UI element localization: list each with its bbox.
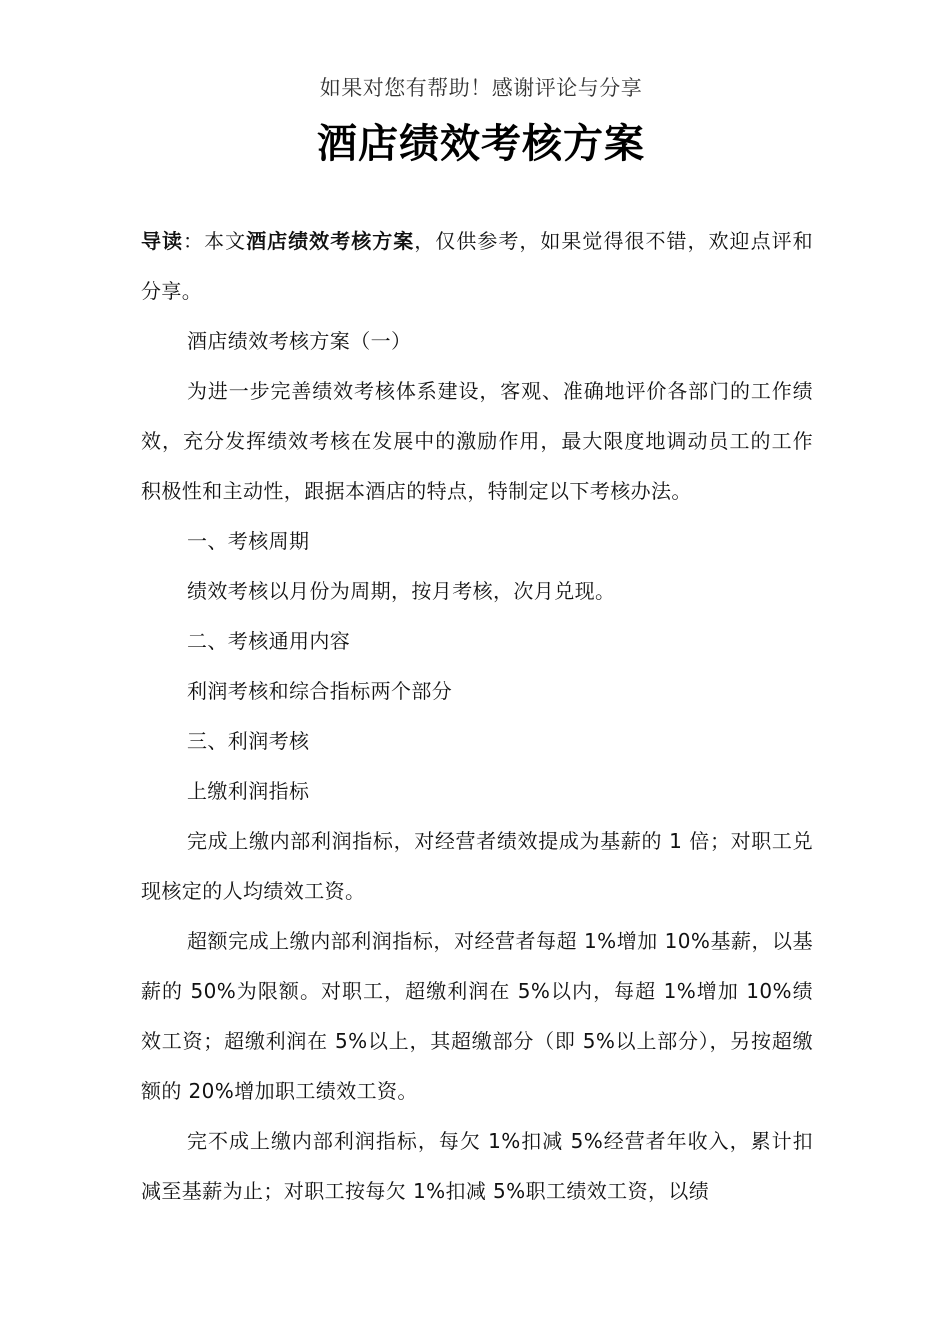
lead-prefix: 本文 (204, 229, 247, 253)
section-heading-profit: 三、利润考核 (187, 729, 310, 753)
content-paragraph: 利润考核和综合指标两个部分 (187, 679, 453, 703)
document-title: 酒店绩效考核方案 (317, 121, 645, 167)
lead-colon: ： (183, 229, 205, 253)
lead-paragraph (141, 216, 813, 316)
section-heading-plan-one: 酒店绩效考核方案（一） (187, 329, 412, 353)
section-heading-cycle: 一、考核周期 (187, 529, 310, 553)
lead-bold-title: 酒店绩效考核方案 (246, 229, 415, 253)
header-note: 如果对您有帮助！感谢评论与分享 (319, 76, 643, 100)
profit-exceed-paragraph: 超额完成上缴内部利润指标，对经营者每超 1%增加 10%基薪，以基薪的 50%为限额。对职工，超缴利润在 5%以内，每超 1%增加 10%绩效工资；超缴利润在 5%以上，其超缴部分（即 5%以上部分），另按超缴额的 20%增加职工绩效工资。 (141, 929, 813, 1103)
lead-label: 导读 (141, 229, 184, 253)
intro-paragraph: 为进一步完善绩效考核体系建设，客观、准确地评价各部门的工作绩效，充分发挥绩效考核在发展中的激励作用，最大限度地调动员工的工作积极性和主动性，跟据本酒店的特点，特制定以下考核办法。 (141, 379, 813, 503)
section-heading-content: 二、考核通用内容 (187, 629, 351, 653)
document-body (141, 216, 813, 1216)
lead-suffix: ，仅供参考，如果觉得很不错，欢迎点评和分享。 (141, 229, 814, 303)
profit-shortfall-paragraph: 完不成上缴内部利润指标，每欠 1%扣减 5%经营者年收入，累计扣减至基薪为止；对职工按每欠 1%扣减 5%职工绩效工资，以绩 (141, 1129, 813, 1203)
subheading-profit-target: 上缴利润指标 (187, 779, 310, 803)
cycle-paragraph: 绩效考核以月份为周期，按月考核，次月兑现。 (187, 579, 616, 603)
profit-complete-paragraph: 完成上缴内部利润指标，对经营者绩效提成为基薪的 1 倍；对职工兑现核定的人均绩效工资。 (141, 829, 813, 903)
